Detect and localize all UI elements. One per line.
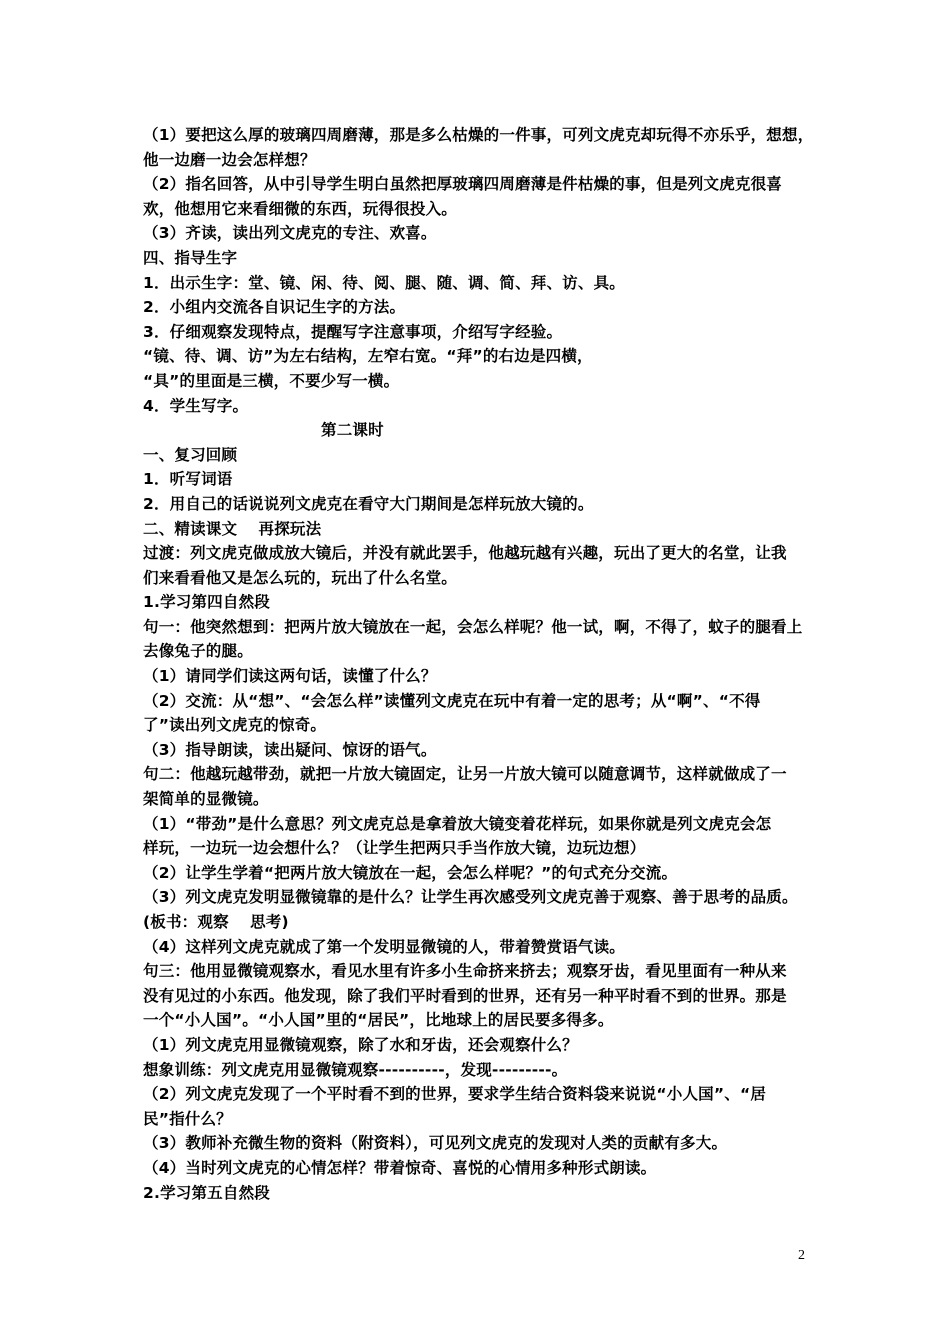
section-heading: 二、精读课文 再探玩法 <box>143 519 322 538</box>
subsection-heading: 2.学习第五自然段 <box>143 1183 270 1202</box>
text-line: （2）让学生学着“把两片放大镜放在一起，会怎么样呢？”的句式充分交流。 <box>143 863 678 882</box>
page-number: 2 <box>798 1248 805 1263</box>
text-line: （2）交流：从“想”、“会怎么样”读懂列文虎克在玩中有着一定的思考；从“啊”、“不得 <box>143 691 761 710</box>
text-line: 1．听写词语 <box>143 470 233 489</box>
text-line: 了”读出列文虎克的惊奇。 <box>143 716 327 735</box>
text-line: （3）列文虎克发明显微镜靠的是什么？让学生再次感受列文虎克善于观察、善于思考的品质。 <box>143 888 798 907</box>
text-line: 想象训练：列文虎克用显微镜观察----------，发现---------。 <box>143 1060 568 1079</box>
text-line: 1．出示生字：堂、镜、闲、待、阅、腿、随、调、简、拜、访、具。 <box>143 273 625 292</box>
text-line: （2）指名回答，从中引导学生明白虽然把厚玻璃四周磨薄是件枯燥的事，但是列文虎克很喜 <box>143 175 782 194</box>
text-line: 句二：他越玩越带劲，就把一片放大镜固定，让另一片放大镜可以随意调节，这样就做成了一 <box>143 765 787 784</box>
text-line: （1）要把这么厚的玻璃四周磨薄，那是多么枯燥的一件事，可列文虎克却玩得不亦乐乎，想想， <box>143 126 814 144</box>
text-line: 去像兔子的腿。 <box>143 642 253 661</box>
text-line: （1）请同学们读这两句话，读懂了什么？ <box>143 667 437 686</box>
text-line: 句三：他用显微镜观察水，看见水里有许多小生命挤来挤去；观察牙齿，看见里面有一种从来 <box>143 962 787 981</box>
section-heading: 一、复习回顾 <box>143 445 238 464</box>
text-line: （1）列文虎克用显微镜观察，除了水和牙齿，还会观察什么？ <box>143 1035 578 1054</box>
subsection-heading: 1.学习第四自然段 <box>143 593 270 612</box>
text-line: 民”指什么？ <box>143 1109 232 1128</box>
text-line: （3）齐读，读出列文虎克的专注、欢喜。 <box>143 224 437 243</box>
text-line: “镜、待、调、访”为左右结构，左窄右宽。“拜”的右边是四横， <box>143 347 593 366</box>
text-line: （3）指导朗读，读出疑问、惊讶的语气。 <box>143 740 437 759</box>
text-line: 没有见过的小东西。他发现，除了我们平时看到的世界，还有另一种平时看不到的世界。那是 <box>143 986 787 1005</box>
text-line: （2）列文虎克发现了一个平时看不到的世界，要求学生结合资料袋来说说“小人国”、“居 <box>143 1085 767 1104</box>
text-line: (板书：观察 思考) <box>143 913 289 931</box>
text-line: 2．用自己的话说说列文虎克在看守大门期间是怎样玩放大镜的。 <box>143 494 594 513</box>
text-line: 3．仔细观察发现特点，提醒写字注意事项，介绍写字经验。 <box>143 322 563 341</box>
text-line: 他一边磨一边会怎样想？ <box>143 150 316 169</box>
document-body <box>143 123 823 1205</box>
text-line: 过渡：列文虎克做成放大镜后，并没有就此罢手，他越玩越有兴趣，玩出了更大的名堂，让我 <box>143 544 787 563</box>
text-line: 2．小组内交流各自识记生字的方法。 <box>143 298 406 317</box>
text-line: 4．学生写字。 <box>143 396 249 415</box>
text-line: “具”的里面是三横，不要少写一横。 <box>143 371 400 390</box>
text-line: （4）这样列文虎克就成了第一个发明显微镜的人，带着赞赏语气读。 <box>143 937 625 956</box>
section-heading: 四、指导生字 <box>143 248 238 267</box>
text-line: 一个“小人国”。“小人国”里的“居民”，比地球上的居民要多得多。 <box>143 1011 614 1030</box>
text-line: 架简单的显微镜。 <box>143 790 269 809</box>
text-line: （3）教师补充微生物的资料（附资料），可见列文虎克的发现对人类的贡献有多大。 <box>143 1134 728 1153</box>
text-line: 们来看看他又是怎么玩的，玩出了什么名堂。 <box>143 568 458 587</box>
text-line: 欢，他想用它来看细微的东西，玩得很投入。 <box>143 199 458 218</box>
text-line: （1）“带劲”是什么意思？列文虎克总是拿着放大镜变着花样玩，如果你就是列文虎克会怎 <box>143 814 772 833</box>
lesson-title: 第二课时 <box>321 421 384 440</box>
text-line: 样玩，一边玩一边会想什么？（让学生把两只手当作放大镜，边玩边想） <box>143 839 646 858</box>
text-line: 句一：他突然想到：把两片放大镜放在一起，会怎么样呢？他一试，啊，不得了，蚊子的腿看上 <box>143 617 803 636</box>
text-line: （4）当时列文虎克的心情怎样？带着惊奇、喜悦的心情用多种形式朗读。 <box>143 1158 657 1177</box>
